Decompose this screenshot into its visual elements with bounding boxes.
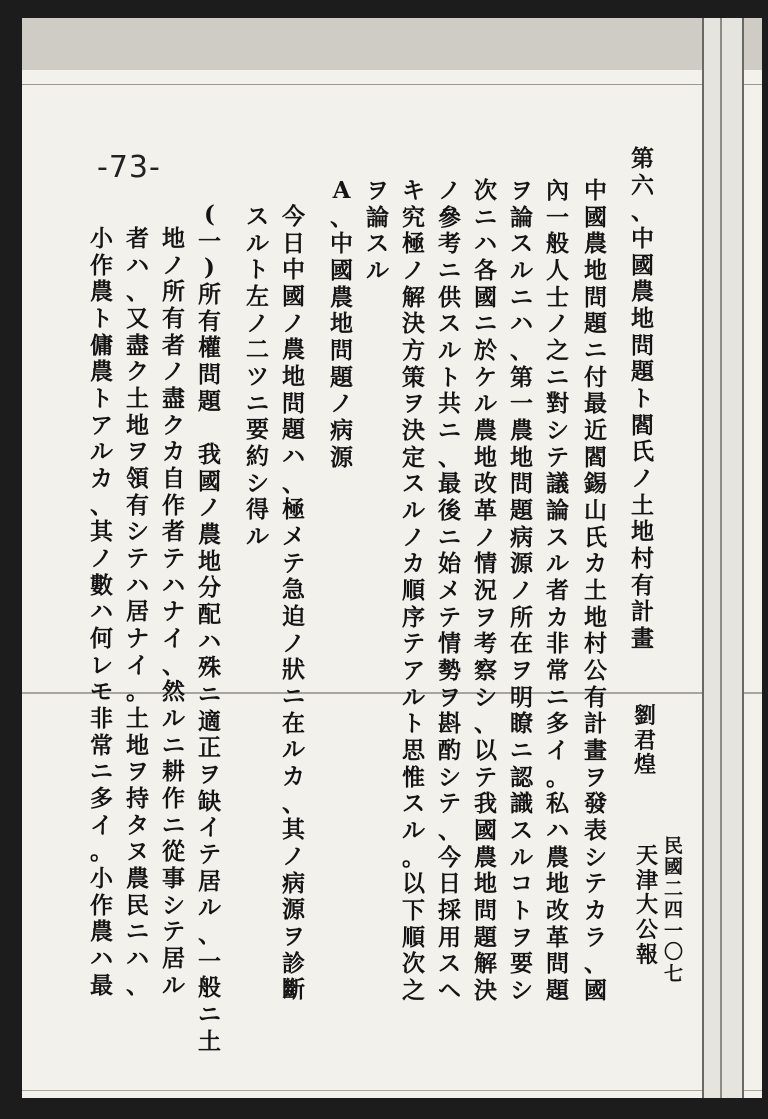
top-rule [22,84,762,85]
body-line-5: ノ 參 考 ニ 供 ス ル ト 共 ニ 、 最 後 ニ 始 メ テ 情 勢 ヲ 斟 酌 シ テ 、 今 日 採 用 ス ヘ [438,177,461,1005]
binding-line [720,18,722,1098]
body-line-1: 中 國 農 地 問 題 ニ 付 最 近 閻 錫 山 氏 カ 土 地 村 公 有 計 畫 ヲ 發 表 シ テ カ ラ 、 國 [584,177,607,1005]
scan-edge-strip [22,18,762,70]
body-line-9: 今 日 中 國 ノ 農 地 問 題 ハ 、 極 メ テ 急 迫 ノ 狀 ニ 在 ル カ 、 其 ノ 病 源 ヲ 診 斷 [282,203,305,1004]
author: 劉 君 煌 [634,703,657,779]
body-line-3: ヲ 論 ス ル ニ ハ 、 第 一 農 地 問 題 病 源 ノ 所 在 ヲ 明 瞭 ニ 認 識 ス ル コ ト ヲ 要 シ [510,177,533,1005]
title-line: 第 六 、 中 國 農 地 問 題 ト 閻 氏 ノ 土 地 村 有 計 畫 [631,145,654,653]
scanned-page [22,18,762,1098]
body-line-2: 內 一 般 人 士 ノ 之 ニ 對 シ テ 議 論 ス ル 者 カ 非 常 ニ 多 イ 。 私 ハ 農 地 改 革 問 題 [546,177,569,1005]
binding-edge [702,18,744,1098]
body-line-12: 地 ノ 所 有 者 ノ 盡 ク カ 自 作 者 テ ハ ナ イ 、 然 ル ニ 耕 作 ニ 從 事 シ テ 居 ル [162,225,185,999]
body-line-6: キ 究 極 ノ 解 決 方 策 ヲ 決 定 ス ル ノ カ 順 序 テ ア ル ト 思 惟 ス ル 。 以 下 順 次 之 [402,177,425,1005]
source-paper: 天 津 大 公 報 [636,843,659,968]
bottom-rule [22,1090,762,1091]
body-line-4: 次 ニ ハ 各 國 ニ 於 ケ ル 農 地 改 革 ノ 情 況 ヲ 考 察 シ 、 以 テ 我 國 農 地 問 題 解 決 [474,177,497,1005]
body-line-10: ス ル ト 左 ノ 二 ツ ニ 要 約 シ 得 ル [246,203,269,551]
body-line-14: 小 作 農 ト 傭 農 ト ア ル カ 、 其 ノ 數 ハ 何 レ モ 非 常 ニ 多 イ 。 小 作 農 ハ 最 [90,225,113,999]
body-line-11: ( 一 ) 所 有 權 問 題 我 國 ノ 農 地 分 配 ハ 殊 ニ 適 正 ヲ 缺 イ テ 居 ル 、 一 般 ニ 土 [198,201,221,1055]
page-number: -73- [97,150,161,185]
source-date: 民 國 二 四 一 〇 七 [664,835,684,985]
section-heading: A 、 中 國 農 地 問 題 ノ 病 源 [330,177,353,471]
body-line-7: ヲ 論 ス ル [366,177,389,285]
body-line-13: 者 ハ 、 又 盡 ク 土 地 ヲ 領 有 シ テ ハ 居 ナ イ 。 土 地 ヲ 持 タ ヌ 農 民 ニ ハ 、 [126,225,149,999]
